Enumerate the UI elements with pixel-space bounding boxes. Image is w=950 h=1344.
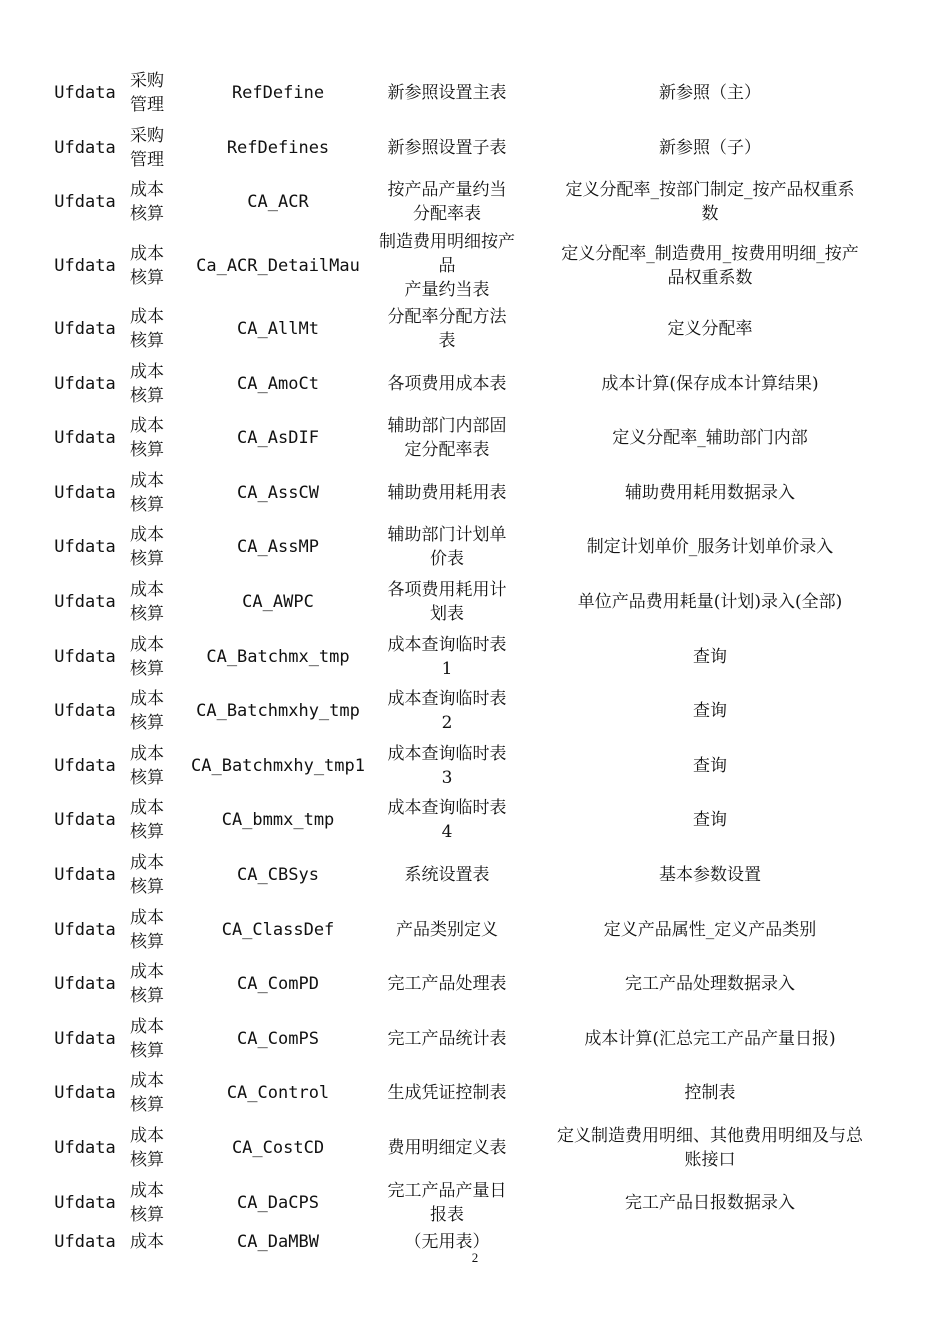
table-name-cell: CA_ComPD	[237, 974, 319, 995]
module-cell: 成本 核算	[130, 243, 164, 288]
table-row	[46, 1012, 896, 1067]
db-cell: Ufdata	[54, 755, 116, 776]
db-cell: Ufdata	[54, 1083, 116, 1104]
chinese-name-cell: 产品类别定义	[396, 919, 498, 940]
db-cell: Ufdata	[54, 137, 116, 158]
db-cell: Ufdata	[54, 319, 116, 340]
table-name-cell: CA_ComPS	[237, 1028, 319, 1049]
chinese-name-cell: 成本查询临时表 4	[387, 798, 507, 843]
chinese-name-cell: 辅助部门计划单 价表	[387, 525, 507, 570]
usage-cell: 制定计划单价_服务计划单价录入	[586, 537, 834, 558]
db-cell: Ufdata	[54, 537, 116, 558]
table-name-cell: CA_ClassDef	[221, 919, 335, 940]
table-name-cell: CA_AWPC	[242, 592, 314, 613]
table-row	[46, 302, 896, 357]
db-cell: Ufdata	[54, 1028, 116, 1049]
module-cell: 成本 核算	[130, 416, 164, 461]
db-cell: Ufdata	[54, 974, 116, 995]
usage-cell: 成本计算(汇总完工产品产量日报)	[584, 1028, 836, 1049]
table-name-cell: CA_CostCD	[231, 1137, 325, 1158]
usage-cell: 查询	[693, 701, 727, 722]
table-name-cell: CA_Batchmxhy_tmp	[196, 701, 360, 722]
usage-cell: 定义分配率_辅助部门内部	[612, 428, 808, 449]
db-cell: Ufdata	[54, 701, 116, 722]
module-cell: 成本 核算	[130, 361, 164, 406]
table-name-cell: CA_DaMBW	[237, 1231, 319, 1252]
module-cell: 采购 管理	[130, 125, 164, 170]
db-cell: Ufdata	[54, 919, 116, 940]
table-row	[46, 1066, 896, 1121]
usage-cell: 辅助费用耗用数据录入	[625, 482, 795, 503]
module-cell: 成本 核算	[130, 470, 164, 515]
usage-cell: 定义分配率_制造费用_按费用明细_按产 品权重系数	[561, 243, 859, 288]
table-name-cell: CA_DaCPS	[237, 1192, 319, 1213]
table-row	[46, 739, 896, 794]
db-cell: Ufdata	[54, 428, 116, 449]
table-row	[46, 466, 896, 521]
db-cell: Ufdata	[54, 482, 116, 503]
usage-cell: 定义产品属性_定义产品类别	[603, 919, 817, 940]
table-name-cell: CA_AssMP	[237, 537, 319, 558]
table-row	[46, 902, 896, 957]
chinese-name-cell: 按产品产量约当 分配率表	[387, 180, 507, 225]
chinese-name-cell: 成本查询临时表 3	[387, 743, 507, 788]
table-row	[46, 175, 896, 230]
module-cell: 成本 核算	[130, 307, 164, 352]
usage-cell: 完工产品处理数据录入	[625, 974, 795, 995]
table-row	[46, 520, 896, 575]
usage-cell: 控制表	[684, 1083, 736, 1104]
chinese-name-cell: （无用表）	[404, 1231, 490, 1252]
db-cell: Ufdata	[54, 1137, 116, 1158]
table-body	[46, 66, 896, 1258]
chinese-name-cell: 各项费用耗用计 划表	[387, 580, 507, 625]
chinese-name-cell: 各项费用成本表	[387, 373, 507, 394]
chinese-name-cell: 辅助费用耗用表	[387, 482, 507, 503]
page-number: 2	[471, 1250, 479, 1265]
table-row	[46, 1175, 896, 1230]
db-cell: Ufdata	[54, 1192, 116, 1213]
usage-cell: 基本参数设置	[659, 865, 761, 886]
usage-cell: 新参照（主）	[659, 83, 761, 104]
table-name-cell: CA_CBSys	[237, 865, 319, 886]
usage-cell: 完工产品日报数据录入	[625, 1192, 795, 1213]
table-row	[46, 66, 896, 121]
table-name-cell: RefDefines	[226, 137, 330, 158]
db-cell: Ufdata	[54, 592, 116, 613]
table-row	[46, 121, 896, 176]
chinese-name-cell: 分配率分配方法 表	[387, 307, 507, 352]
module-cell: 采购 管理	[130, 71, 164, 116]
module-cell: 成本 核算	[130, 180, 164, 225]
chinese-name-cell: 完工产品处理表	[387, 974, 507, 995]
table-name-cell: CA_AmoCt	[237, 373, 319, 394]
table-row	[46, 575, 896, 630]
table-name-cell: CA_Batchmxhy_tmp1	[191, 755, 365, 776]
chinese-name-cell: 成本查询临时表 1	[387, 634, 507, 679]
chinese-name-cell: 辅助部门内部固 定分配率表	[387, 416, 507, 461]
chinese-name-cell: 制造费用明细按产品 产量约当表	[379, 231, 515, 300]
module-cell: 成本 核算	[130, 580, 164, 625]
chinese-name-cell: 费用明细定义表	[387, 1137, 507, 1158]
table-row	[46, 411, 896, 466]
module-cell: 成本	[130, 1231, 164, 1252]
usage-cell: 定义分配率_按部门制定_按产品权重系 数	[565, 180, 855, 225]
usage-cell: 查询	[693, 646, 727, 667]
table-row	[46, 356, 896, 411]
table-name-cell: RefDefine	[231, 83, 325, 104]
usage-cell: 定义制造费用明细、其他费用明细及与总 账接口	[557, 1125, 863, 1170]
db-cell: Ufdata	[54, 192, 116, 213]
module-cell: 成本 核算	[130, 743, 164, 788]
db-cell: Ufdata	[54, 83, 116, 104]
table-row	[46, 957, 896, 1012]
db-cell: Ufdata	[54, 865, 116, 886]
db-cell: Ufdata	[54, 646, 116, 667]
chinese-name-cell: 新参照设置主表	[387, 83, 507, 104]
chinese-name-cell: 完工产品产量日 报表	[387, 1180, 507, 1225]
table-name-cell: Ca_ACR_DetailMau	[196, 255, 360, 276]
table-row	[46, 230, 896, 302]
usage-cell: 查询	[693, 755, 727, 776]
data-dictionary-table	[46, 66, 896, 1258]
table-name-cell: CA_ACR	[247, 192, 309, 213]
module-cell: 成本 核算	[130, 798, 164, 843]
chinese-name-cell: 新参照设置子表	[387, 137, 507, 158]
table-row	[46, 629, 896, 684]
table-name-cell: CA_AllMt	[237, 319, 319, 340]
usage-cell: 查询	[693, 810, 727, 831]
chinese-name-cell: 完工产品统计表	[387, 1028, 507, 1049]
table-name-cell: CA_AsDIF	[237, 428, 319, 449]
table-name-cell: CA_AssCW	[237, 482, 319, 503]
table-name-cell: CA_Batchmx_tmp	[206, 646, 350, 667]
table-row	[46, 793, 896, 848]
module-cell: 成本 核算	[130, 1016, 164, 1061]
chinese-name-cell: 生成凭证控制表	[387, 1083, 507, 1104]
table-row	[46, 684, 896, 739]
db-cell: Ufdata	[54, 810, 116, 831]
usage-cell: 成本计算(保存成本计算结果)	[601, 373, 819, 394]
db-cell: Ufdata	[54, 1231, 116, 1252]
module-cell: 成本 核算	[130, 634, 164, 679]
usage-cell: 新参照（子）	[659, 137, 761, 158]
table-name-cell: CA_bmmx_tmp	[221, 810, 335, 831]
chinese-name-cell: 成本查询临时表 2	[387, 689, 507, 734]
module-cell: 成本 核算	[130, 907, 164, 952]
module-cell: 成本 核算	[130, 689, 164, 734]
usage-cell: 单位产品费用耗量(计划)录入(全部)	[577, 592, 843, 613]
usage-cell: 定义分配率	[667, 319, 753, 340]
table-row	[46, 1121, 896, 1176]
module-cell: 成本 核算	[130, 1180, 164, 1225]
module-cell: 成本 核算	[130, 962, 164, 1007]
module-cell: 成本 核算	[130, 525, 164, 570]
table-name-cell: CA_Control	[226, 1083, 330, 1104]
module-cell: 成本 核算	[130, 1125, 164, 1170]
db-cell: Ufdata	[54, 255, 116, 276]
module-cell: 成本 核算	[130, 1071, 164, 1116]
table-row	[46, 848, 896, 903]
module-cell: 成本 核算	[130, 853, 164, 898]
chinese-name-cell: 系统设置表	[404, 865, 490, 886]
db-cell: Ufdata	[54, 373, 116, 394]
